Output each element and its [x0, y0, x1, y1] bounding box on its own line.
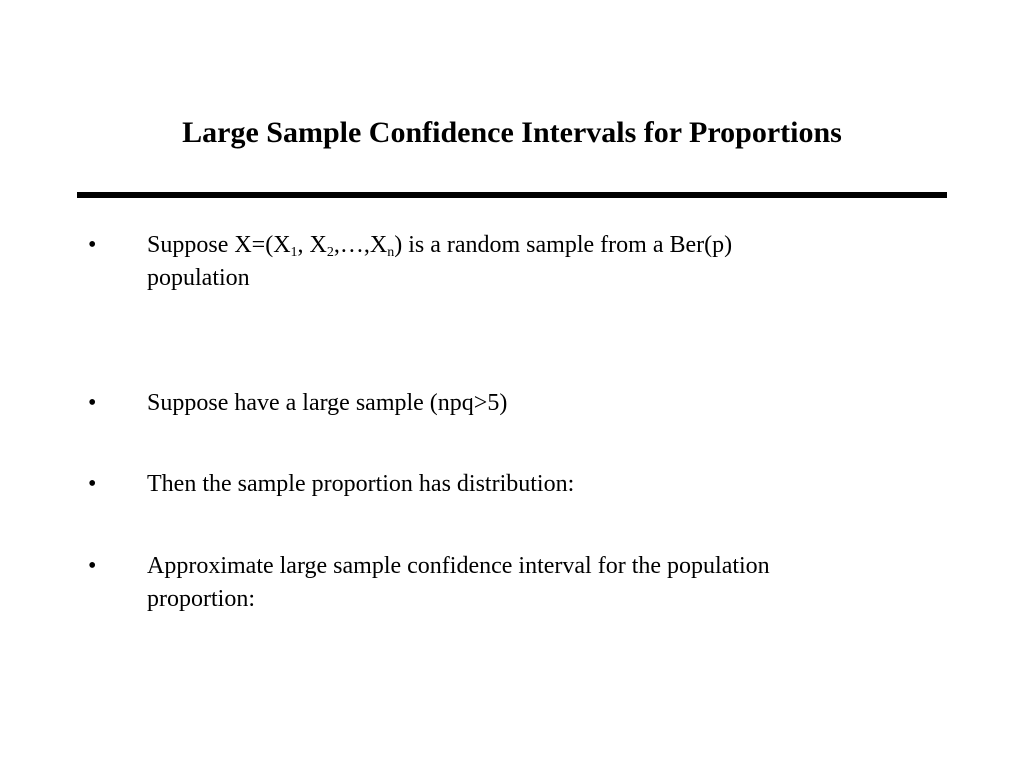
subscript: 1 — [290, 245, 298, 260]
bullet-text — [147, 387, 907, 420]
bullet-line: population — [147, 265, 250, 291]
text-fragment: ) is a random sample from a Ber(p) — [394, 232, 733, 258]
text-fragment: , X — [297, 232, 327, 258]
bullet-line — [147, 229, 907, 262]
bullet-icon: • — [88, 553, 97, 579]
subscript: n — [387, 245, 395, 260]
bullet-line: Then the sample proportion has distribution: — [147, 471, 575, 497]
subscript: 2 — [326, 245, 334, 260]
bullet-line: Suppose have a large sample (npq>5) — [147, 390, 508, 416]
bullet-line: proportion: — [147, 586, 255, 612]
bullet-icon: • — [88, 390, 97, 416]
text-fragment: Suppose X=(X — [147, 232, 291, 258]
bullet-icon: • — [88, 471, 97, 497]
bullet-icon: • — [88, 232, 97, 258]
bullet-line: Approximate large sample confidence interval for the population — [147, 553, 770, 579]
bullet-text — [147, 229, 907, 295]
title-divider — [77, 192, 947, 198]
bullet-text — [147, 468, 907, 501]
slide-title: Large Sample Confidence Intervals for Proportions — [182, 116, 842, 149]
text-fragment: ,…,X — [333, 232, 388, 258]
bullet-text — [147, 550, 907, 616]
